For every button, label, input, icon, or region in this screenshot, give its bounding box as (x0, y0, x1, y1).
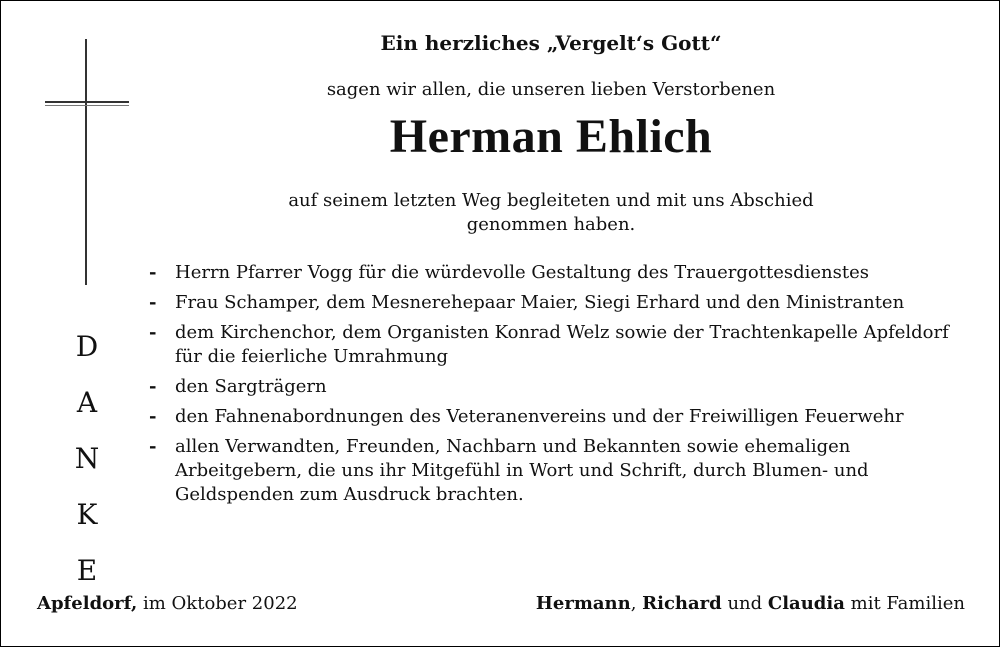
signatories (536, 593, 965, 614)
danke-letter: K (76, 498, 98, 531)
list-item-text: dem Kirchenchor, dem Organisten Konrad Welz sowie der Trachtenkapelle Apfeldorf für die feierliche Umrahmung (175, 322, 949, 367)
dash-icon: - (149, 262, 157, 283)
thanks-headline: Ein herzliches „Vergelt‘s Gott“ (380, 31, 722, 55)
signatory-name: Claudia (767, 593, 845, 614)
list-item-text: Herrn Pfarrer Vogg für die würdevolle Gestaltung des Trauergottesdienstes (175, 262, 870, 283)
farewell-text (141, 189, 961, 237)
list-item (149, 375, 979, 399)
list-item-text: den Sargträgern (175, 376, 327, 397)
dash-icon: - (149, 436, 157, 457)
signatory-name: Richard (642, 593, 722, 614)
dash-icon: - (149, 322, 157, 343)
dash-icon: - (149, 376, 157, 397)
signatory-name: Hermann (535, 593, 631, 614)
farewell-text-body: auf seinem letzten Weg begleiteten und mit uns Abschied genommen haben. (288, 190, 814, 235)
thanks-list (149, 261, 979, 513)
list-item-text: allen Verwandten, Freunden, Nachbarn und Bekannten sowie ehemaligen Arbeitgebern, die uns ihr Mitgefühl in Wort und Schrift, durch Blumen- und Geldspenden zum Ausdruck brachten. (175, 436, 869, 505)
danke-letter: D (75, 330, 99, 363)
cross-bar-shadow (45, 105, 129, 106)
separator: , (630, 593, 643, 614)
danke-letter: A (76, 386, 98, 419)
dash-icon: - (149, 292, 157, 313)
list-item-text: Frau Schamper, dem Mesnerehepaar Maier, Siegi Erhard und den Ministranten (175, 292, 905, 313)
danke-letter: E (76, 554, 98, 587)
list-item (149, 261, 979, 285)
cross-icon (85, 39, 87, 285)
dash-icon: - (149, 406, 157, 427)
list-item (149, 291, 979, 315)
separator: und (721, 593, 768, 614)
list-item (149, 405, 979, 429)
signatory-suffix: mit Familien (844, 593, 965, 614)
danke-letter: N (74, 442, 100, 475)
list-item-text: den Fahnenabordnungen des Veteranenvereins und der Freiwilligen Feuerwehr (175, 406, 904, 427)
danke-vertical (61, 319, 113, 599)
deceased-name: Herman Ehlich (389, 110, 713, 163)
date: im Oktober 2022 (137, 593, 298, 614)
list-item (149, 435, 979, 507)
place: Apfeldorf, (37, 593, 138, 614)
intro-text: sagen wir allen, die unseren lieben Verstorbenen (326, 79, 776, 100)
place-date (37, 593, 298, 614)
cross-bar (45, 101, 129, 103)
list-item (149, 321, 979, 369)
